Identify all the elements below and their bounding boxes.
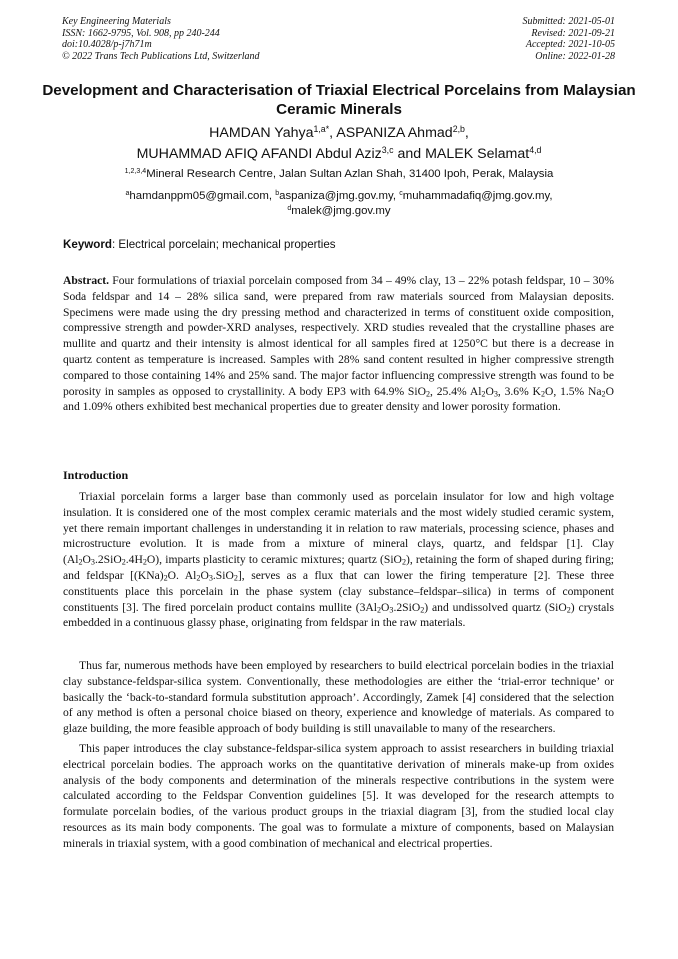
accepted-date: Accepted: 2021-10-05: [525, 39, 615, 50]
paragraph-text: .2SiO: [94, 553, 122, 567]
author-name: MALEK Selamat: [425, 146, 530, 162]
subscript: 2: [121, 557, 126, 567]
abstract-text: Four formulations of triaxial porcelain composed from 34 – 49% clay, 13 – 22% potash feldspar, 10 – 30% Soda feldspar and 14 – 28% silica sand, were prepared from raw materials sourced from Malaysian deposits. Specimens were made using the dry pressing method and characterized in terms of constituent oxide composition, compressive strength and powder-XRD analyses, respectively. XRD studies revealed that the crystalline phases are mullite and quartz and their intensity is almost identical for all samples fired at 1250°C but there is a decrease in quartz content as temperature is increased. Samples with 28% sand content resulted in higher compressive strength compared to those containing 14% and 25% sand. The major factor influencing compressive strength was found to be porosity in samples as opposed to crystallinity. A body EP3 with 64.9% SiO: [63, 274, 614, 398]
subscript: 2: [425, 389, 431, 399]
subscript: 2: [142, 557, 147, 567]
intro-paragraph-2: Thus far, numerous methods have been employed by researchers to build electrical porcelain bodies in the triaxial clay substance-feldspar-silica system. Conventionally, these methodologies are either the ‘trial-error technique’ or basically the ‘back-to-standard formula substitution approach’. Accordingly, Zamek [4] considered that the selection of any method is often a personal choice biased on theory, experience and knowledge of materials. As compared to glaze building, the more feasible approach of body building is still unavailable to many of the researchers.: [63, 659, 614, 736]
keyword-label: Keyword: [63, 238, 112, 251]
author-separator: and: [393, 146, 426, 162]
journal-name: Key Engineering Materials: [62, 16, 171, 27]
paragraph-text: .4H: [125, 553, 143, 567]
email-mark: c: [399, 190, 403, 198]
abstract-text: , 3.6% K: [497, 384, 541, 398]
online-date: Online: 2022-01-28: [535, 50, 615, 62]
paragraph-text: .2SiO: [393, 600, 421, 614]
keyword-text: : Electrical porcelain; mechanical properties: [111, 238, 336, 251]
journal-info: [62, 16, 260, 62]
paragraph-text: ], serves as a flux that can lower the firing temperature [2]. These three constituents place this porcelain in the phase system (clay substance–feldspar–silica) in terms of component constituents [3]. The fired porcelain product contains mullite (3Al: [63, 568, 615, 614]
abstract-text: O: [485, 384, 494, 398]
subscript: 2: [196, 573, 201, 583]
email-list: [40, 189, 638, 219]
paragraph-text: O. Al: [167, 568, 197, 582]
author-name: HAMDAN Yahya: [209, 125, 314, 141]
subscript: 3: [389, 605, 394, 615]
subscript: 3: [493, 389, 498, 399]
subscript: 2: [601, 389, 606, 399]
author-affil-mark: 4,d: [529, 145, 542, 156]
paragraph-text: ), retaining the form of shaped during firing; and feldspar [(KNa): [63, 553, 614, 582]
revised-date: Revised: 2021-09-21: [531, 27, 615, 39]
author-affil-mark: 3,c: [381, 145, 394, 156]
email-mark: d: [287, 205, 292, 213]
paragraph-text: Triaxial porcelain forms a larger base than commonly used as porcelain insulator for low and high voltage insulation. It is considered one of the most complex ceramic materials and the most widely studied ceramic system, yet there remain important challenges in understanding it in relation to raw materials, processing science, phases and microstructure evolution. It is made from a mixture of mineral clays, quartz, and feldspar [1]. Clay (Al: [63, 490, 614, 567]
keywords: [63, 238, 336, 251]
paragraph-text: .SiO: [212, 568, 234, 582]
author-separator: ,: [329, 125, 337, 141]
affiliation: [40, 167, 638, 181]
paper-title: Development and Characterisation of Triaxial Electrical Porcelains from Malaysian Ceramic Minerals: [42, 82, 636, 118]
subscript: 2: [163, 573, 168, 583]
dates-info: [523, 16, 616, 62]
email-address: aspaniza@jmg.gov.my: [279, 190, 393, 202]
email-address: muhammadafiq@jmg.gov.my: [402, 190, 550, 202]
intro-paragraph-1: [63, 489, 614, 631]
author-separator: ,: [464, 125, 469, 141]
affiliation-mark: 1,2,3,4: [124, 168, 147, 176]
author-affil-mark: 2,b: [452, 124, 465, 135]
paragraph-text: ) and undissolved quartz (SiO: [424, 600, 567, 614]
intro-paragraph-3: This paper introduces the clay substance-feldspar-silica system approach to assist researchers in building triaxial electrical porcelain bodies. The approach works on the quantitative derivation of minerals make-up from oxides analysis of the body components and determination of the minerals respective contributions in the system were calculated according to the Feldspar Convention guidelines [5]. It was developed for the research attempts to formulate porcelain bodies, of the various product groups in the triaxial diagram [3], from the studied local clay resources as its main body components. The goal was to formulate a mixture of components, based on Malaysian minerals in triaxial system, with a good combination of mechanical and electrical properties.: [63, 742, 614, 850]
author-name: ASPANIZA Ahmad: [336, 125, 453, 141]
email-address: malek@jmg.gov.my: [291, 205, 391, 217]
copyright: © 2022 Trans Tech Publications Ltd, Switzerland: [62, 50, 260, 62]
paragraph-text: O: [200, 568, 209, 582]
email-separator: ,: [549, 190, 553, 202]
subscript: 2: [401, 557, 406, 567]
author-name: MUHAMMAD AFIQ AFANDI Abdul Aziz: [136, 146, 382, 162]
email-mark: b: [275, 190, 280, 198]
subscript: 3: [90, 557, 95, 567]
doi: doi:10.4028/p-j7h71m: [62, 39, 152, 50]
subscript: 2: [233, 573, 238, 583]
subscript: 2: [566, 605, 571, 615]
author-list: [40, 123, 638, 165]
affiliation-text: Mineral Research Centre, Jalan Sultan Azlan Shah, 31400 Ipoh, Perak, Malaysia: [146, 168, 554, 180]
abstract-text: O and 1.09% others exhibited best mechanical properties due to greater density and lower porosity formation.: [63, 384, 614, 414]
issn: ISSN: 1662-9795, Vol. 908, pp 240-244: [62, 27, 220, 39]
abstract: [63, 273, 614, 415]
abstract-text: O, 1.5% Na: [545, 384, 602, 398]
email-separator: ,: [392, 190, 400, 202]
subscript: 2: [540, 389, 545, 399]
paragraph-text: O: [82, 553, 91, 567]
subscript: 2: [376, 605, 382, 615]
author-affil-mark: 1,a*: [313, 124, 330, 135]
paragraph-text: ) crystals embedded in a continuous glassy phase, originating from feldspar in the raw materials.: [63, 600, 614, 630]
subscript: 2: [78, 557, 83, 567]
subscript: 2: [481, 389, 486, 399]
email-address: hamdanppm05@gmail.com: [129, 190, 269, 202]
abstract-text: , 25.4% Al: [430, 384, 482, 398]
submitted-date: Submitted: 2021-05-01: [522, 16, 615, 27]
subscript: 2: [420, 605, 425, 615]
abstract-label: Abstract.: [63, 274, 110, 287]
paragraph-text: O), imparts plasticity to ceramic mixtures; quartz (SiO: [146, 553, 402, 567]
subscript: 3: [208, 573, 213, 583]
email-mark: a: [125, 190, 130, 198]
section-heading-introduction: Introduction: [63, 468, 129, 482]
email-separator: ,: [268, 190, 276, 202]
paragraph-text: O: [381, 600, 390, 614]
